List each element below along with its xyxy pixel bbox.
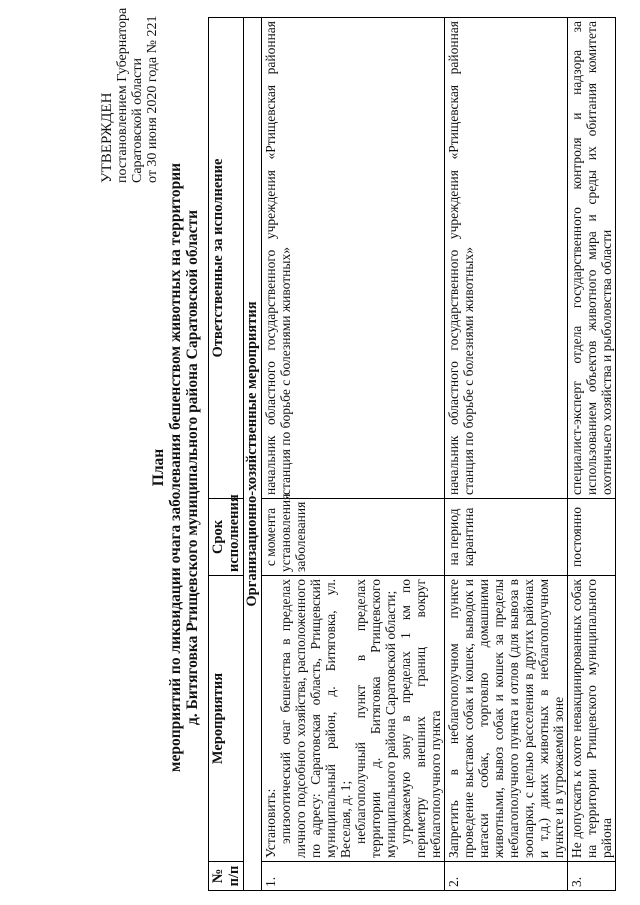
approval-line: Саратовской области — [130, 58, 145, 183]
activity-intro: Установить: — [263, 788, 278, 858]
approval-line: постановлением Губернатора — [115, 7, 130, 183]
table-row — [445, 18, 568, 891]
row-number: 2. — [445, 862, 568, 891]
table-header-row — [209, 18, 244, 891]
header-activity: Мероприятия — [209, 576, 244, 862]
row-term: с момента установления заболевания — [262, 499, 445, 576]
row-term: постоянно — [568, 499, 616, 576]
header-term: Срок исполнения — [209, 499, 244, 576]
row-activity: Запретить в неблагополучном пункте проведение выставок собак и кошек, выводок и натаски собак, торговлю домашними животными, вывоз собак и кошек за пределы неблагополучного пункта и отлов (для вывоза в зоопарки, с целью расселения в других районах и т.д.) диких животных в неблагополучном пункте и в угрожаемой зоне — [445, 576, 568, 862]
row-responsible: специалист-эксперт отдела государственного контроля и надзора за использованием объектов животного мира и среды их обитания комитета охотничьего хозяйства и рыболовства области — [568, 18, 616, 499]
section-title: Организационно-хозяйственные мероприятия — [244, 18, 262, 891]
document-title — [150, 50, 201, 885]
section-row — [244, 18, 262, 891]
table-row — [568, 18, 616, 891]
plan-table — [208, 17, 616, 891]
activity-paragraph: неблагополучный пункт в пределах территории д. Битяговка Ртищевского муниципального района Саратовской области; — [353, 579, 398, 858]
title-line-location: д. Битяговка Ртищевского муниципального района Саратовской области — [184, 209, 201, 726]
table-row — [262, 18, 445, 891]
approval-title: УТВЕРЖДЕН — [99, 92, 115, 183]
row-number: 3. — [568, 862, 616, 891]
header-num: № п/п — [209, 862, 244, 891]
row-activity — [262, 576, 445, 862]
title-line-subject: мероприятий по ликвидации очага заболевания бешенством животных на территории — [167, 162, 184, 773]
row-responsible: начальник областного государственного учреждения «Ртищевская районная станция по борьбе с болезнями животных» — [262, 18, 445, 499]
row-term: на период карантина — [445, 499, 568, 576]
approval-line: от 30 июня 2020 года № 221 — [145, 15, 160, 183]
activity-paragraph: эпизоотический очаг бешенства в пределах личного подсобного хозяйства, расположенного по адресу: Саратовская область, Ртищевский муниципальный район, д. Битяговка, ул. Веселая, д. 1; — [278, 579, 353, 858]
title-line-plan: План — [150, 448, 167, 487]
row-responsible: начальник областного государственного учреждения «Ртищевская районная станция по борьбе с болезнями животных» — [445, 18, 568, 499]
activity-paragraph: угрожаемую зону в пределах 1 км по периметру внешних границ вокруг неблагополучного пункта — [398, 579, 443, 858]
header-responsible: Ответственные за исполнение — [209, 18, 244, 499]
row-activity: Не допускать к охоте невакцинированных собак на территории Ртищевского муниципального района — [568, 576, 616, 862]
row-number: 1. — [262, 862, 445, 891]
